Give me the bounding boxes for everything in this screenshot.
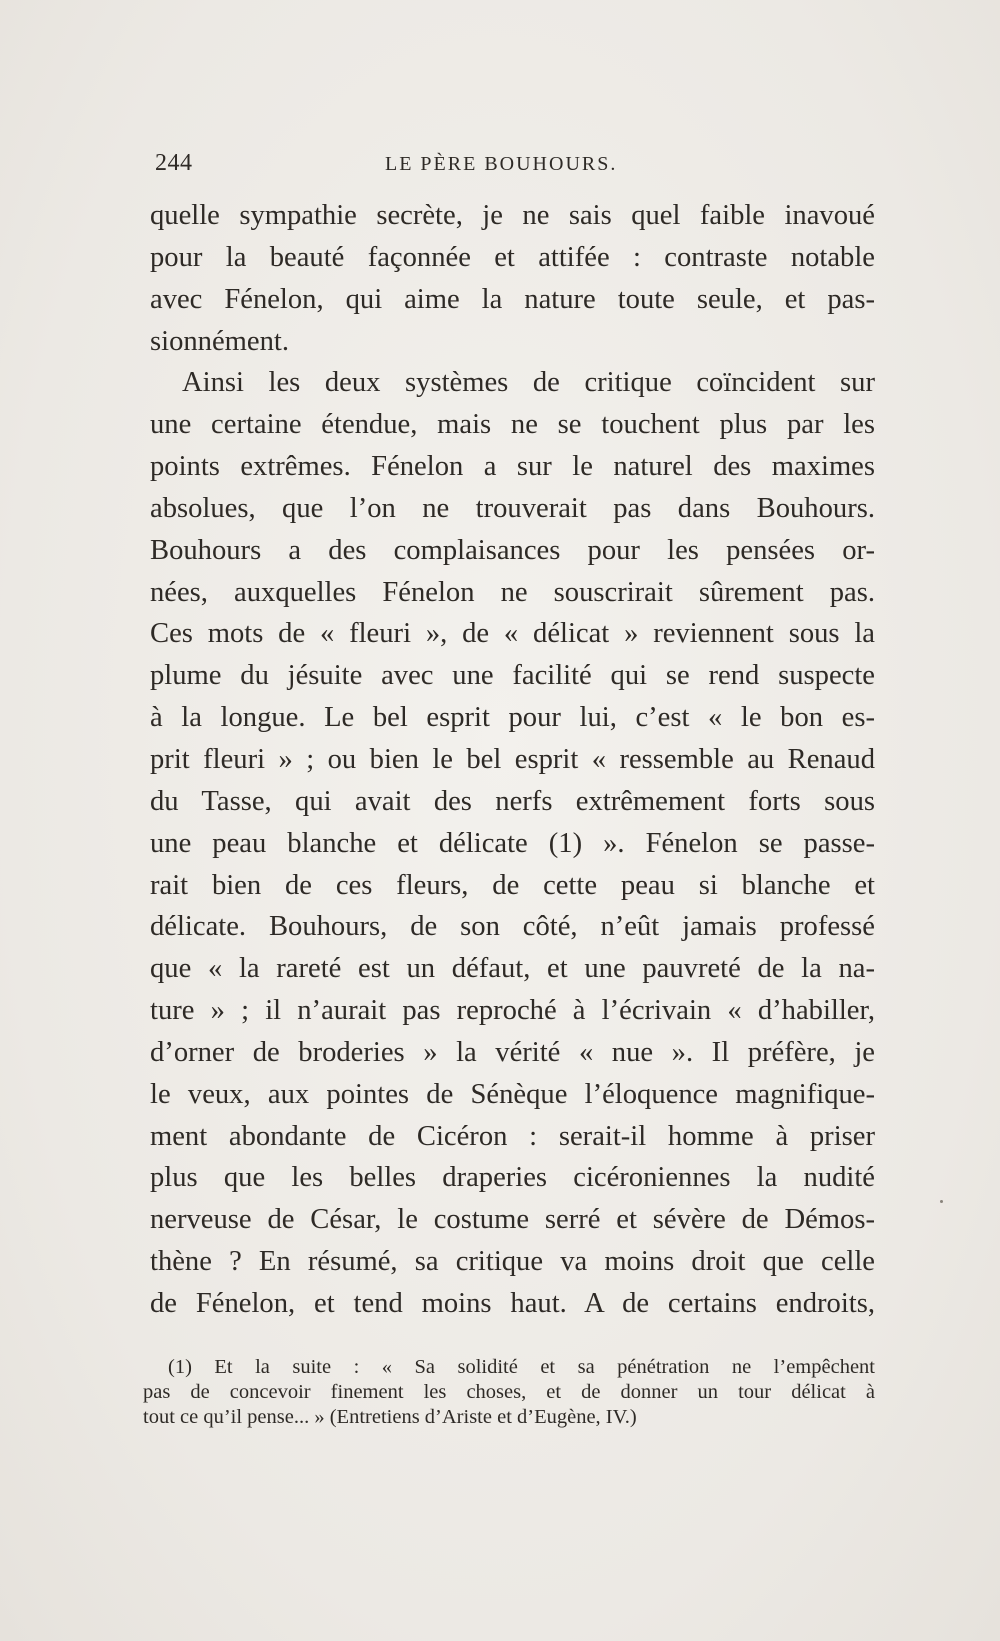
text-line: rait bien de ces fleurs, de cette peau si blanche et	[150, 869, 875, 901]
text-line: d’orner de broderies » la vérité « nue ». Il préfère, je	[150, 1036, 875, 1068]
text-line: avec Fénelon, qui aime la nature toute seule, et pas-	[150, 283, 875, 315]
footnote-line: (1) Et la suite : « Sa solidité et sa pénétration ne l’empêchent	[168, 1356, 875, 1378]
text-line: de Fénelon, et tend moins haut. A de certains endroits,	[150, 1287, 875, 1319]
text-line: sionnément.	[150, 325, 289, 357]
page-header	[155, 150, 875, 180]
text-line: à la longue. Le bel esprit pour lui, c’est « le bon es-	[150, 702, 875, 734]
text-line: plume du jésuite avec une facilité qui se rend suspecte	[150, 660, 875, 692]
text-line: que « la rareté est un défaut, et une pauvreté de la na-	[150, 953, 875, 985]
text-line: une certaine étendue, mais ne se touchent plus par les	[150, 409, 875, 441]
text-line: prit fleuri » ; ou bien le bel esprit « ressemble au Renaud	[150, 743, 875, 775]
paper-speck	[940, 1200, 943, 1203]
text-line: du Tasse, qui avait des nerfs extrêmement forts sous	[150, 785, 875, 817]
text-line: Bouhours a des complaisances pour les pensées or-	[150, 534, 875, 566]
text-line: ment abondante de Cicéron : serait-il homme à priser	[150, 1120, 875, 1152]
running-title: LE PÈRE BOUHOURS.	[385, 153, 618, 175]
text-line: thène ? En résumé, sa critique va moins droit que celle	[150, 1246, 875, 1278]
text-line: points extrêmes. Fénelon a sur le naturel des maximes	[150, 451, 875, 483]
footnote-line: tout ce qu’il pense... » (Entretiens d’Ariste et d’Eugène, IV.)	[143, 1406, 637, 1428]
text-line: une peau blanche et délicate (1) ». Fénelon se passe-	[150, 827, 875, 859]
text-line: absolues, que l’on ne trouverait pas dans Bouhours.	[150, 492, 875, 524]
text-line: ture » ; il n’aurait pas reproché à l’écrivain « d’habiller,	[150, 995, 875, 1027]
text-line: plus que les belles draperies cicéroniennes la nudité	[150, 1162, 875, 1194]
footnotes	[143, 1355, 875, 1430]
text-line: nerveuse de César, le costume serré et sévère de Démos-	[150, 1204, 875, 1236]
text-line: pour la beauté façonnée et attifée : contraste notable	[150, 241, 875, 273]
text-line: Ainsi les deux systèmes de critique coïncident sur	[182, 367, 875, 399]
text-line: nées, auxquelles Fénelon ne souscrirait sûrement pas.	[150, 576, 875, 608]
text-line: délicate. Bouhours, de son côté, n’eût jamais professé	[150, 911, 875, 943]
body-text	[150, 195, 875, 1325]
page-number: 244	[155, 150, 193, 176]
footnote-line: pas de concevoir finement les choses, et de donner un tour délicat à	[143, 1381, 875, 1403]
text-line: quelle sympathie secrète, je ne sais quel faible inavoué	[150, 200, 875, 231]
text-line: le veux, aux pointes de Sénèque l’éloquence magnifique-	[150, 1078, 875, 1110]
text-line: Ces mots de « fleuri », de « délicat » reviennent sous la	[150, 618, 875, 650]
